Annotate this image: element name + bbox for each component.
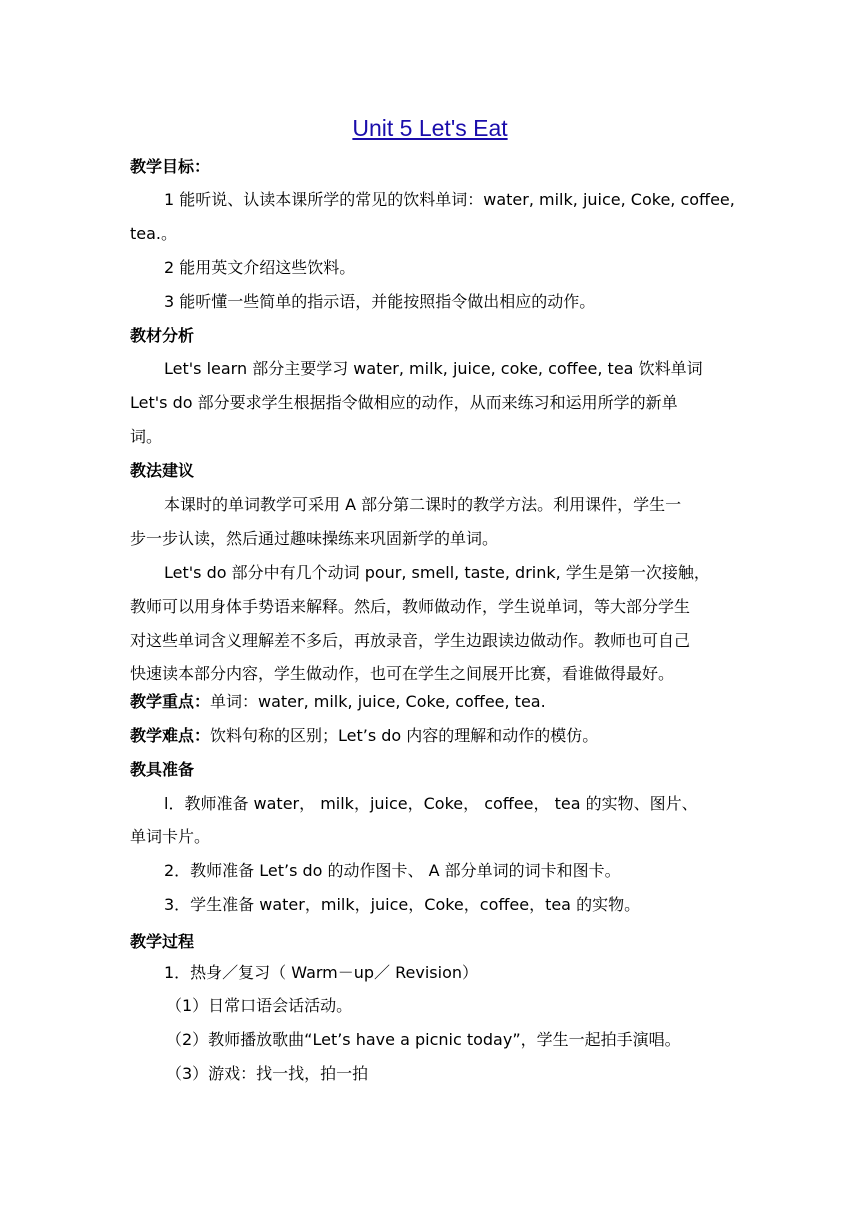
objective-3: 3 能听懂一些简单的指示语，并能按照指令做出相应的动作。 — [164, 292, 596, 311]
suggestion-paragraph-2-line-3: 对这些单词含义理解差不多后，再放录音，学生边跟读边做动作。教师也可自己 — [130, 631, 691, 650]
key-points-label: 教学重点： — [130, 692, 211, 711]
aid-1: l．教师准备 water， milk，juice，Coke， coffee， tea 的实物、图片、 — [164, 794, 698, 813]
heading-material-analysis: 教材分析 — [130, 326, 195, 345]
process-step-1-item-3: （3）游戏：找一找，拍一拍 — [166, 1064, 369, 1083]
suggestion-paragraph-2-line-2: 教师可以用身体手势语来解释。然后，教师做动作，学生说单词，等大部分学生 — [130, 597, 691, 616]
suggestion-paragraph-2-line-4: 快速读本部分内容，学生做动作，也可在学生之间展开比赛，看谁做得最好。 — [130, 664, 675, 683]
suggestion-paragraph-2: Let's do 部分中有几个动词 pour, smell, taste, drink, 学生是第一次接触， — [164, 563, 710, 582]
heading-teaching-process: 教学过程 — [130, 932, 195, 951]
objective-1: 1 能听说、认读本课所学的常见的饮料单词：water, milk, juice, Coke, coffee, — [164, 190, 735, 209]
process-step-1-item-2: （2）教师播放歌曲“Let’s have a picnic today”，学生一起拍手演唱。 — [166, 1030, 681, 1049]
material-lets-do: Let's do 部分要求学生根据指令做相应的动作，从而来练习和运用所学的新单 — [130, 393, 678, 412]
difficult-points-label: 教学难点： — [130, 726, 211, 745]
aid-3: 3．学生准备 water，milk，juice，Coke，coffee，tea 的实物。 — [164, 895, 641, 914]
key-points — [130, 690, 546, 714]
aid-2: 2．教师准备 Let’s do 的动作图卡、 A 部分单词的词卡和图卡。 — [164, 861, 621, 880]
suggestion-paragraph-1: 本课时的单词教学可采用 A 部分第二课时的教学方法。利用课件，学生一 — [164, 495, 682, 514]
page-title[interactable]: Unit 5 Let's Eat — [352, 115, 508, 141]
objective-1-continued: tea.。 — [130, 224, 178, 243]
material-lets-do-continued: 词。 — [130, 427, 163, 446]
material-lets-learn: Let's learn 部分主要学习 water, milk, juice, coke, coffee, tea 饮料单词 — [164, 359, 703, 378]
heading-teaching-aids: 教具准备 — [130, 760, 195, 779]
heading-objectives: 教学目标： — [130, 157, 211, 176]
suggestion-paragraph-1-continued: 步一步认读，然后通过趣味操练来巩固新学的单词。 — [130, 529, 499, 548]
process-step-1-item-1: （1）日常口语会话活动。 — [166, 996, 353, 1015]
key-points-text: 单词：water, milk, juice, Coke, coffee, tea. — [210, 692, 546, 711]
process-step-1: 1．热身／复习（ Warm－up／ Revision） — [164, 963, 479, 982]
objective-2: 2 能用英文介绍这些饮料。 — [164, 258, 356, 277]
heading-teaching-suggestions: 教法建议 — [130, 461, 195, 480]
aid-1-continued: 单词卡片。 — [130, 827, 211, 846]
difficult-points — [130, 724, 598, 748]
difficult-points-text: 饮料句称的区别；Let’s do 内容的理解和动作的模仿。 — [210, 726, 599, 745]
